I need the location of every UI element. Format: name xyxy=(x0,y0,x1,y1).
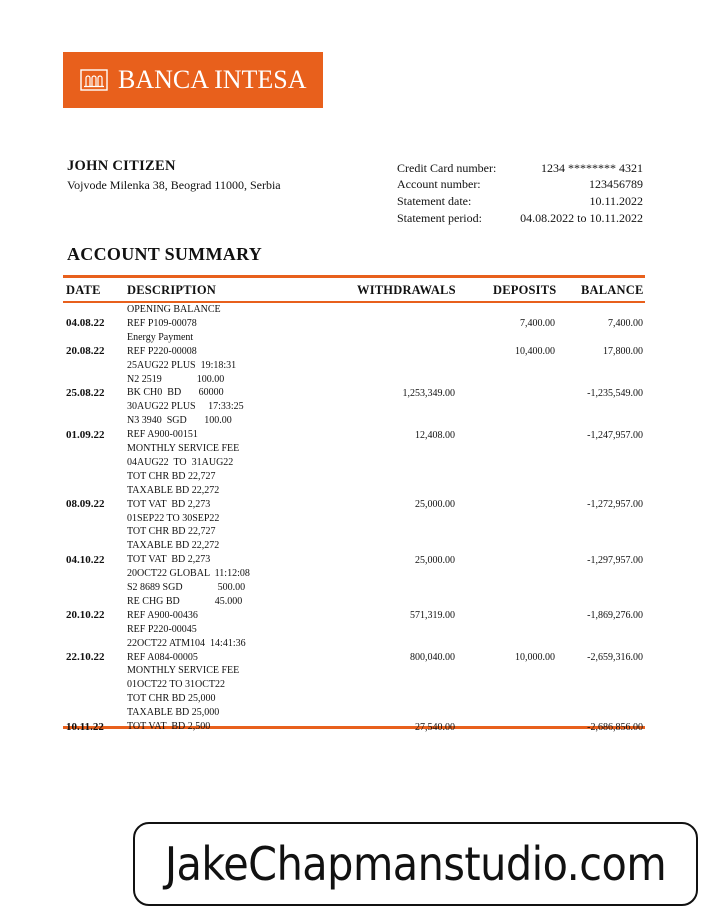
row-balance: -2,659,316.00 xyxy=(587,652,643,663)
info-value: 10.11.2022 xyxy=(589,193,643,208)
info-row-date xyxy=(397,193,643,210)
row-date: 20.10.22 xyxy=(66,609,105,622)
row-balance: -1,235,549.00 xyxy=(587,387,643,399)
bank-building-icon xyxy=(80,69,108,91)
statement-info xyxy=(397,160,643,226)
bank-logo xyxy=(63,52,323,108)
row-withdrawal: 571,319.00 xyxy=(410,610,455,622)
row-balance: -1,247,957.00 xyxy=(587,429,643,441)
header-description: DESCRIPTION xyxy=(127,283,217,297)
customer-address: Vojvode Milenka 38, Beograd 11000, Serbia xyxy=(67,178,281,192)
description-line: TAXABLE BD 25,000 xyxy=(127,707,220,719)
info-value: 04.08.2022 to 10.11.2022 xyxy=(520,210,643,225)
description-line: REF P109-00078 xyxy=(127,317,197,329)
description-line: TOT CHR BD 25,000 xyxy=(127,693,216,705)
info-label: Statement date: xyxy=(397,193,472,208)
description-line: TAXABLE BD 22,272 xyxy=(127,540,220,552)
description-line: N2 2519 100.00 xyxy=(127,373,225,385)
row-balance: -2,686,856.00 xyxy=(587,721,643,733)
row-deposit: 10,400.00 xyxy=(515,346,555,358)
row-balance: -1,297,957.00 xyxy=(587,554,643,566)
section-title: ACCOUNT SUMMARY xyxy=(67,244,263,264)
row-balance: -1,869,276.00 xyxy=(587,610,643,622)
row-withdrawal: 1,253,349.00 xyxy=(402,387,455,399)
description-line: Energy Payment xyxy=(127,331,194,343)
info-label: Credit Card number: xyxy=(397,160,497,175)
row-date: 25.08.22 xyxy=(66,386,105,399)
description-line: TOT VAT BD 2,273 xyxy=(127,554,211,566)
description-line: 01OCT22 TO 31OCT22 xyxy=(127,679,225,691)
row-withdrawal: 800,040.00 xyxy=(410,652,455,663)
description-line: TAXABLE BD 22,272 xyxy=(127,484,220,496)
watermark: JakeChapmanstudio.com xyxy=(133,822,698,906)
description-line: REF P220-00045 xyxy=(127,623,197,635)
bank-name: BANCA INTESA xyxy=(118,65,307,94)
info-value: 1234 ******** 4321 xyxy=(541,160,643,175)
row-date: 10.11.22 xyxy=(66,720,104,733)
header-withdrawals: WITHDRAWALS xyxy=(357,283,456,297)
description-line: TOT VAT BD 2,500 xyxy=(127,721,211,732)
table-header-rule xyxy=(63,301,645,303)
header-date: DATE xyxy=(66,283,101,297)
description-line: 22OCT22 ATM104 14:41:36 xyxy=(127,637,246,649)
row-date: 01.09.22 xyxy=(66,428,105,441)
row-date: 20.08.22 xyxy=(66,345,105,358)
description-line: 04AUG22 TO 31AUG22 xyxy=(127,456,234,468)
row-withdrawal: 25,000.00 xyxy=(415,499,455,511)
row-deposit: 7,400.00 xyxy=(520,318,555,330)
row-date: 04.08.22 xyxy=(66,317,105,330)
description-line: REF P220-00008 xyxy=(127,345,197,357)
description-line: REF A900-00436 xyxy=(127,609,198,621)
customer-name: JOHN CITIZEN xyxy=(67,158,176,174)
description-line: BK CH0 BD 60000 xyxy=(127,387,224,399)
description-line: 30AUG22 PLUS 17:33:25 xyxy=(127,401,244,413)
description-line: S2 8689 SGD 500.00 xyxy=(127,582,246,593)
description-line: 20OCT22 GLOBAL 11:12:08 xyxy=(127,568,250,580)
description-line: 25AUG22 PLUS 19:18:31 xyxy=(127,359,237,371)
info-row-card xyxy=(397,160,643,177)
description-line: N3 3940 SGD 100.00 xyxy=(127,415,232,427)
row-balance: 7,400.00 xyxy=(608,318,643,330)
description-line: MONTHLY SERVICE FEE xyxy=(127,665,240,677)
row-date: 22.10.22 xyxy=(66,651,105,663)
description-line: TOT VAT BD 2,273 xyxy=(127,498,211,510)
description-line: REF A084-00005 xyxy=(127,651,198,663)
customer-block xyxy=(67,158,281,193)
header-balance: BALANCE xyxy=(581,283,644,297)
description-line: TOT CHR BD 22,727 xyxy=(127,526,216,538)
description-line: OPENING BALANCE xyxy=(127,304,221,315)
row-date: 08.09.22 xyxy=(66,498,105,511)
row-withdrawal: 25,000.00 xyxy=(415,554,455,566)
row-balance: 17,800.00 xyxy=(603,346,643,358)
row-deposit: 10,000.00 xyxy=(515,652,555,663)
table-top-rule xyxy=(63,275,645,278)
info-label: Account number: xyxy=(397,177,481,192)
header-deposits: DEPOSITS xyxy=(493,283,557,297)
description-line: REF A900-00151 xyxy=(127,429,198,441)
description-line: 01SEP22 TO 30SEP22 xyxy=(127,512,220,524)
info-label: Statement period: xyxy=(397,210,482,225)
row-balance: -1,272,957.00 xyxy=(587,499,643,511)
info-value: 123456789 xyxy=(589,177,643,192)
info-row-period xyxy=(397,210,643,227)
description-line: MONTHLY SERVICE FEE xyxy=(127,443,240,454)
row-withdrawal: 12,408.00 xyxy=(415,429,455,441)
description-line: RE CHG BD 45.000 xyxy=(127,595,243,607)
info-row-account xyxy=(397,177,643,194)
description-line: TOT CHR BD 22,727 xyxy=(127,470,216,482)
row-date: 04.10.22 xyxy=(66,553,105,566)
row-withdrawal: 27,540.00 xyxy=(415,721,455,733)
